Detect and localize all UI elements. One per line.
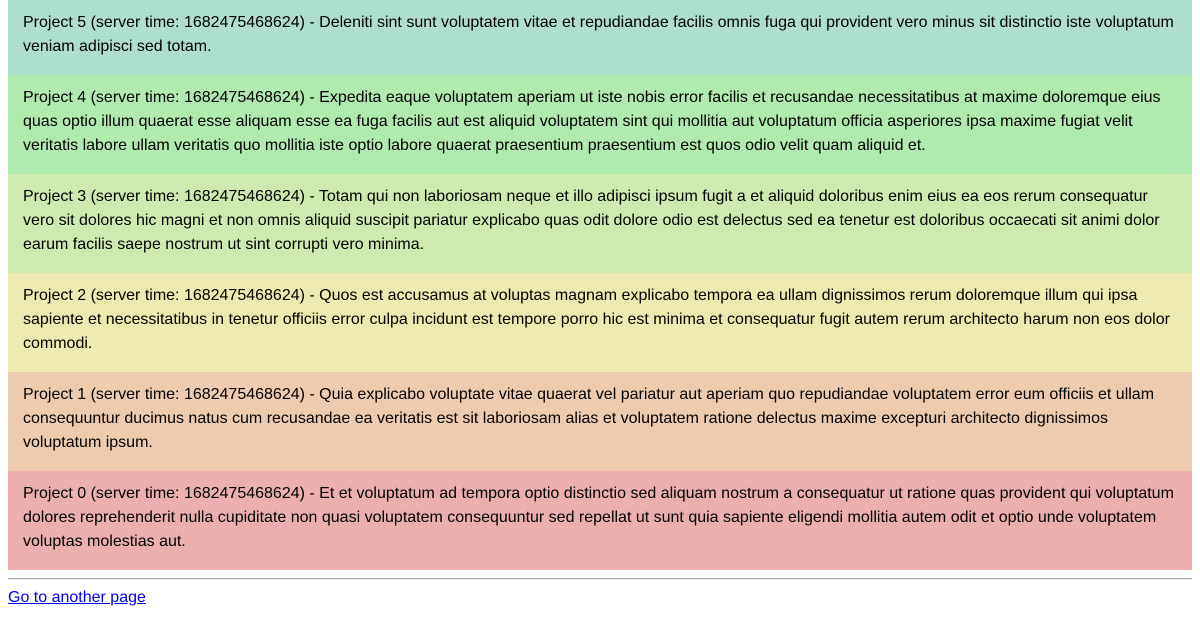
project-separator: -: [304, 386, 320, 403]
project-server-time: (server time: 1682475468624): [90, 188, 305, 205]
project-description: Expedita eaque voluptatem aperiam ut iste nobis error facilis et recusandae necessitatibus at maxime doloremque eius quas optio illum quaerat esse aliquam esse ea fuga facilis aut est aliquid voluptatem sint qui mollitia aut voluptatum officia asperiores ipsa maxime fugiat velit veritatis labore ullam veritatis quo mollitia iste optio labore quaerat praesentium praesentium est quos odio velit quam aliquid et.: [23, 89, 1161, 154]
project-name: Project 0: [23, 485, 87, 502]
project-description: Et et voluptatum ad tempora optio distinctio sed aliquam nostrum a consequatur ut ratione quas provident qui voluptatum dolores reprehenderit nulla cupiditate non quasi voluptatem consequuntur sed repellat ut sunt quia sapiente eligendi mollitia autem odit et optio unde voluptatem voluptas molestias aut.: [23, 485, 1174, 550]
project-server-time: (server time: 1682475468624): [90, 89, 305, 106]
project-name: Project 5: [23, 14, 87, 31]
project-separator: -: [304, 287, 320, 304]
project-name: Project 4: [23, 89, 87, 106]
project-item-5: [8, 0, 1192, 75]
project-server-time: (server time: 1682475468624): [90, 485, 305, 502]
project-item-2: [8, 273, 1192, 372]
project-separator: -: [304, 89, 320, 106]
project-separator: -: [304, 485, 320, 502]
project-item-4: [8, 75, 1192, 174]
project-name: Project 1: [23, 386, 87, 403]
project-item-1: [8, 372, 1192, 471]
project-item-3: [8, 174, 1192, 273]
project-description: Deleniti sint sunt voluptatem vitae et repudiandae facilis omnis fuga qui provident vero minus sit distinctio iste voluptatum veniam adipisci sed totam.: [23, 14, 1174, 55]
divider: [8, 578, 1192, 580]
project-separator: -: [304, 188, 319, 205]
project-description: Quos est accusamus at voluptas magnam explicabo tempora ea ullam dignissimos rerum doloremque illum qui ipsa sapiente et necessitatibus in tenetur officiis error culpa incidunt est tempore porro hic est minima et consequatur fugit autem rerum architecto harum non eos dolor commodi.: [23, 287, 1170, 352]
go-to-another-page-link[interactable]: Go to another page: [8, 589, 146, 606]
project-server-time: (server time: 1682475468624): [90, 386, 305, 403]
project-separator: -: [304, 14, 320, 31]
project-item-0: [8, 471, 1192, 570]
project-description: Totam qui non laboriosam neque et illo adipisci ipsum fugit a et aliquid doloribus enim eius ea eos rerum consequatur vero sit dolores hic magni et non omnis aliquid suscipit pariatur explicabo quas odit dolore odio est delectus sed ea tenetur est doloribus occaecati sit animi dolor earum facilis saepe nostrum ut sint corrupti vero minima.: [23, 188, 1160, 253]
project-server-time: (server time: 1682475468624): [90, 287, 305, 304]
project-name: Project 2: [23, 287, 87, 304]
project-list: [8, 0, 1192, 570]
project-description: Quia explicabo voluptate vitae quaerat vel pariatur aut aperiam quo repudiandae voluptatem error eum officiis et ullam consequuntur ducimus natus cum recusandae ea veritatis est sit laboriosam alias et voluptatem ratione delectus maxime excepturi architecto dignissimos voluptatum ipsum.: [23, 386, 1155, 451]
project-name: Project 3: [23, 188, 87, 205]
project-server-time: (server time: 1682475468624): [90, 14, 305, 31]
